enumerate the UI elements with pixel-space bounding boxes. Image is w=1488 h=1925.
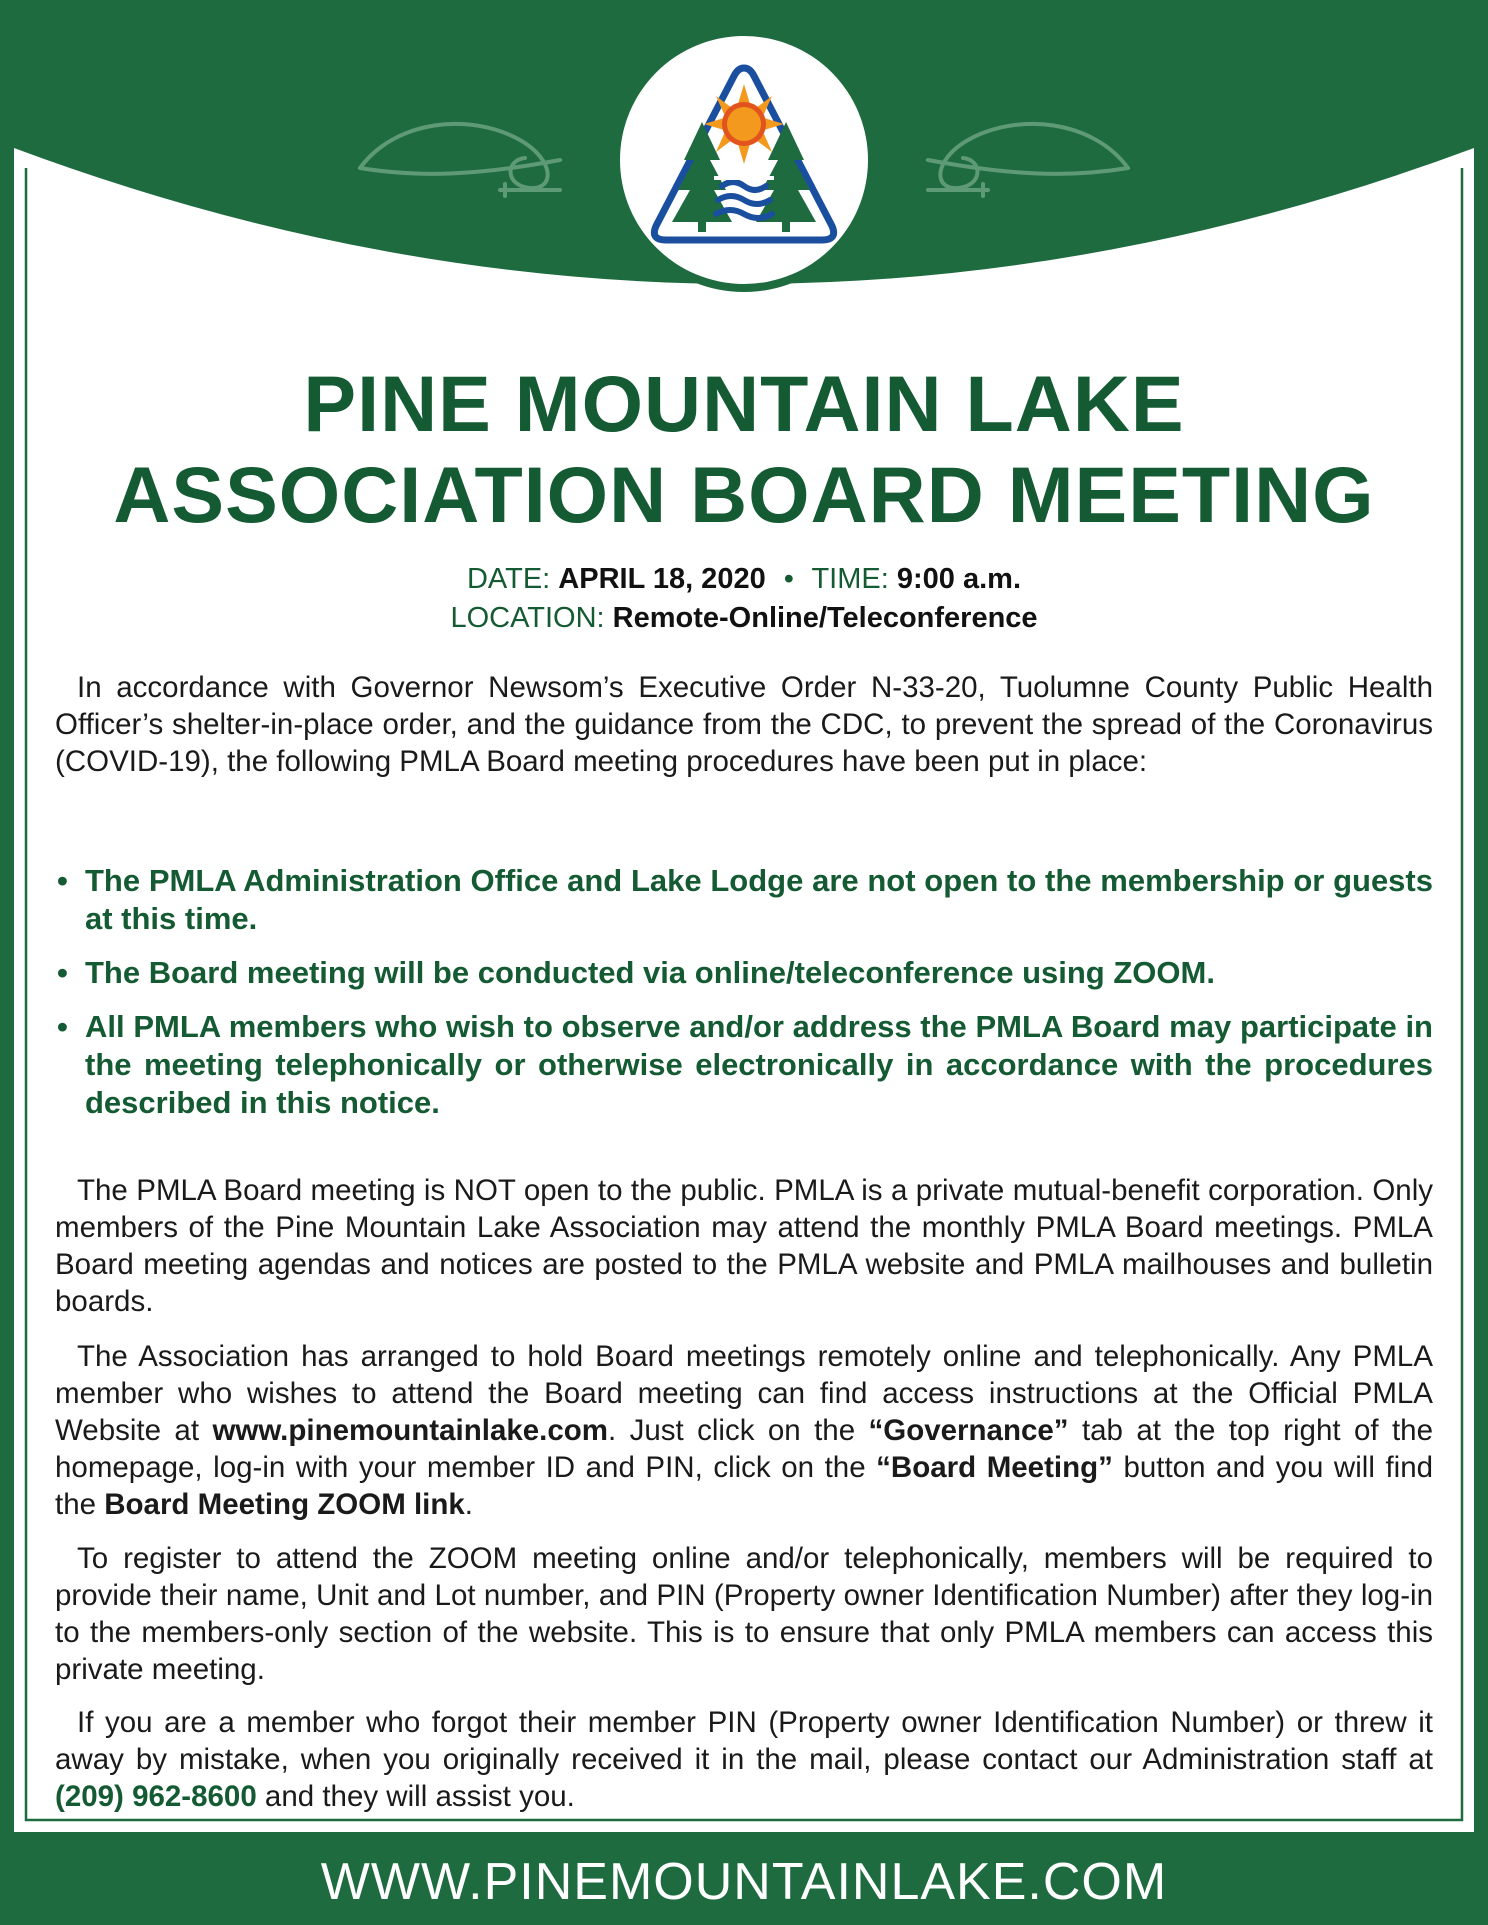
para2-text-3: tab at the top right of the homepage, log-in with your member ID and PIN, click on the — [55, 1414, 1433, 1484]
para4-text-2: and they will assist you. — [256, 1780, 575, 1813]
date-time-line — [60, 560, 1428, 599]
bullet-text: The PMLA Administration Office and Lake Lodge are not open to the membership or guests at this time. — [85, 863, 1433, 936]
title-line-1: PINE MOUNTAIN LAKE — [303, 359, 1185, 448]
bullet-icon: • — [57, 955, 68, 990]
registration-paragraph: To register to attend the ZOOM meeting online and/or telephonically, members will be required to provide their name, Unit and Lot number, and PIN (Property owner Identification Number) after they log-in to the members-only section of the website. This is to ensure that only PMLA members can access this private meeting. — [55, 1542, 1433, 1686]
list-item — [55, 1008, 1433, 1122]
bullet-icon: • — [57, 863, 68, 898]
para2-text-5: . — [464, 1488, 473, 1521]
access-instructions-paragraph — [55, 1338, 1433, 1523]
time-value: 9:00 a.m. — [896, 563, 1022, 595]
location-line — [60, 599, 1428, 638]
date-value: APRIL 18, 2020 — [558, 563, 766, 595]
intro-paragraph: In accordance with Governor Newsom’s Executive Order N-33-20, Tuolumne County Public Health Officer’s shelter-in-place order, and the guidance from the CDC, to prevent the spread of the Coronavirus (COVID-19), the following PMLA Board meeting procedures have been put in place: — [55, 671, 1433, 778]
para2-text-4: button and you will find the — [55, 1451, 1434, 1521]
website-link[interactable]: www.pinemountainlake.com — [212, 1414, 609, 1447]
bullet-text: All PMLA members who wish to observe and/or address the PMLA Board may participate in the meeting telephonically or otherwise electronically in accordance with the procedures described in this notice. — [85, 1009, 1433, 1120]
title-line-2: ASSOCIATION BOARD MEETING — [113, 450, 1375, 539]
page-title — [60, 358, 1428, 540]
separator-dot: • — [783, 563, 794, 595]
date-label: DATE: — [466, 563, 551, 595]
para4-text-1: If you are a member who forgot their member PIN (Property owner Identification Number) or threw it away by mistake, when you originally received it in the mail, please contact our Administration staff at — [55, 1706, 1433, 1776]
para2-text-2: . Just click on the — [608, 1414, 869, 1447]
governance-text: “Governance” — [868, 1414, 1069, 1447]
phone-number: (209) 962-8600 — [55, 1780, 257, 1813]
footer-website-link[interactable]: WWW.PINEMOUNTAINLAKE.COM — [320, 1853, 1168, 1911]
location-value: Remote-Online/Teleconference — [612, 602, 1038, 634]
bullet-end: . — [1206, 955, 1215, 990]
para2-text-1: The Association has arranged to hold Board meetings remotely online and telephonically. Any PMLA member who wishes to attend the Board meeting can find access instructions at the Official PMLA Website at — [55, 1340, 1433, 1447]
bullet-text: The Board meeting will be conducted via online/teleconference using — [85, 955, 1114, 990]
procedures-list — [55, 862, 1433, 1138]
list-item — [55, 862, 1433, 938]
location-label: LOCATION: — [450, 602, 605, 634]
bullet-icon: • — [57, 1009, 68, 1044]
time-label: TIME: — [811, 563, 889, 595]
zoom-text: ZOOM — [1113, 955, 1207, 990]
zoom-link-text: Board Meeting ZOOM link — [104, 1488, 465, 1521]
public-notice-paragraph: The PMLA Board meeting is NOT open to the public. PMLA is a private mutual-benefit corporation. Only members of the Pine Mountain Lake Association may attend the monthly PMLA Board meetings. PMLA Board meeting agendas and notices are posted to the PMLA website and PMLA mailhouses and bulletin boards. — [55, 1174, 1433, 1318]
board-meeting-text: “Board Meeting” — [876, 1451, 1113, 1484]
list-item — [55, 954, 1433, 992]
meeting-details — [60, 560, 1428, 638]
pin-help-paragraph — [55, 1704, 1433, 1815]
pmla-logo-icon — [610, 26, 878, 294]
